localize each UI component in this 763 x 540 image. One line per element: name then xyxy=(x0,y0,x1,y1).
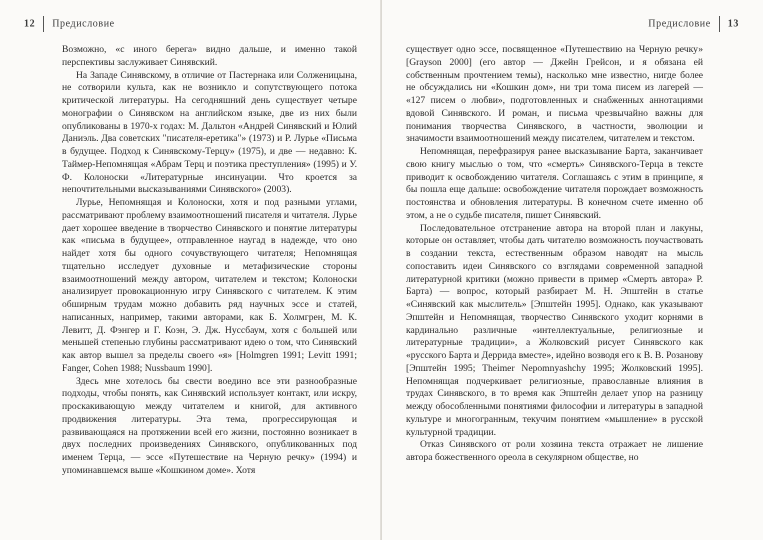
left-page xyxy=(0,0,381,540)
left-running-header xyxy=(24,16,361,34)
right-page-number: 13 xyxy=(727,18,739,30)
paragraph: Непомнящая, перефразируя ранее высказывание Барта, заканчивает свою книгу мыслью о том, что «смерть» Синявского-Терца в тексте приводит к освобождению читателя. Соглашаясь с этим в принципе, я бы пошла еще дальше: освобождение читателя порождает возможность постоянства и обновления литературы. В конечном счете именно об этом, а не о судьбе писателя, пишет Синявский. xyxy=(406,146,703,221)
header-divider xyxy=(43,16,44,32)
right-running-head: Предисловие xyxy=(648,18,711,30)
right-page-body xyxy=(406,44,703,526)
paragraph: Возможно, «с иного берега» видно дальше, и именно такой перспективы заслуживает Синявский. xyxy=(62,44,357,68)
paragraph: На Западе Синявскому, в отличие от Пастернака или Солженицына, не сотворили культа, как не возникло и сопутствующего потока критической литературы. На сегодняшний день существует четыре монографии о Синявском на английском языке, две из них были опубликованы в 1970-х годах: М. Дальтон «Андрей Синявский и Юлий Даниэль. Два советских "писателя-еретика"» (1973) и Р. Лурье «Письма в будущее. Подход к Синявскому-Терцу» (1975), и две — недавно: К. Таймер-Непомнящая «Абрам Терц и поэтика преступления» (1995) и У. Ф. Колоноски «Литературные инсинуации. Что кроется за непочтительными высказываниями Синявского» (2003). xyxy=(62,69,357,196)
header-divider xyxy=(719,16,720,32)
paragraph: Последовательное отстранение автора на второй план и лакуны, которые он оставляет, чтобы дать читателю возможность поучаствовать в создании текста, естественным образом наводят на мысль сопоставить идеи Синявского со взглядами современной западной литературной критики (можно привести в пример «Смерть автора» Р. Барта) — вопрос, который разбирает М. Н. Эпштейн в статье «Синявский как мыслитель» [Эпштейн 1995]. Однако, как указывают Эпштейн и Непомнящая, творчество Синявского уходит корнями в кардинально различные «интеллектуальные, религиозные и литературные традиции», а Жолковский рисует Синявского как «русского Барта и Деррида вместе», идейно возводя его к В. В. Розанову [Эпштейн 1995; Theimer Nepomnyashchy 1995; Жолковский 1995]. Непомнящая подчеркивает религиозные, православные влияния в трудах Синявского, в то время как Эпштейн делает упор на разницу между обособленными понятиями философии и литературы в западной культуре и многогранным, текучим понятием «мышление» в русской культурной традиции. xyxy=(406,222,703,438)
right-page xyxy=(382,0,763,540)
left-page-body xyxy=(62,44,357,526)
paragraph: Отказ Синявского от роли хозяина текста отражает не лишение автора божественного ореола в секулярном обществе, но xyxy=(406,439,703,463)
paragraph: Лурье, Непомнящая и Колоноски, хотя и под разными углами, рассматривают проблему взаимоотношений писателя и читателя. Лурье дает хорошее введение в творчество Синявского и понятие литературы как «письма в будущее», отправленное наугад в надежде, что оно найдет хотя бы одного сочувствующего читателя; Непомнящая тщательно исследует духовные и метафизические стороны взаимоотношений между автором, читателем и текстом; Колоноски анализирует провокационную игру Синявского с читателем. К этим обширным трудам можно добавить ряд научных эссе и статей, написанных, например, такими авторами, как Б. Холмгрен, М. К. Левитт, Д. Фэнгер и Г. Коэн, Э. Дж. Нуссбаум, хотя с большей или меньшей степенью глубины рассматривают идею о том, что Синявский как автор вышел за пределы своего «я» [Holmgren 1991; Levitt 1991; Fanger, Cohen 1988; Nussbaum 1990]. xyxy=(62,197,357,374)
left-running-head: Предисловие xyxy=(52,18,115,30)
left-page-number: 12 xyxy=(24,18,36,30)
paragraph: Здесь мне хотелось бы свести воедино все эти разнообразные подходы, чтобы понять, как Синявский использует контакт, или искру, проскакивающую между читателем и книгой, для активного продвижения литературы. Эта тема, прогрессирующая и развивающаяся на протяжении всей его жизни, постоянно возникает в двух последних произведениях Синявского, опубликованных под именем Терца, — эссе «Путешествие на Черную речку» (1994) и упоминавшемся выше «Кошкином доме». Хотя xyxy=(62,375,357,476)
right-running-header xyxy=(402,16,739,34)
paragraph: существует одно эссе, посвященное «Путешествию на Черную речку» [Grayson 2000] (его автор — Джейн Грейсон, и я обязана ей собственным прочтением темы), насколько мне известно, нигде более не обсуждались ни «Кошкин дом», ни три тома писем из лагерей — «127 писем о любви», подготовленных и снабженных аннотациями вдовой Синявского. И роман, и письма чрезвычайно важны для понимания творчества Синявского, в частности, эволюции и значимости взаимоотношений между писателем, читателем и текстом. xyxy=(406,44,703,145)
